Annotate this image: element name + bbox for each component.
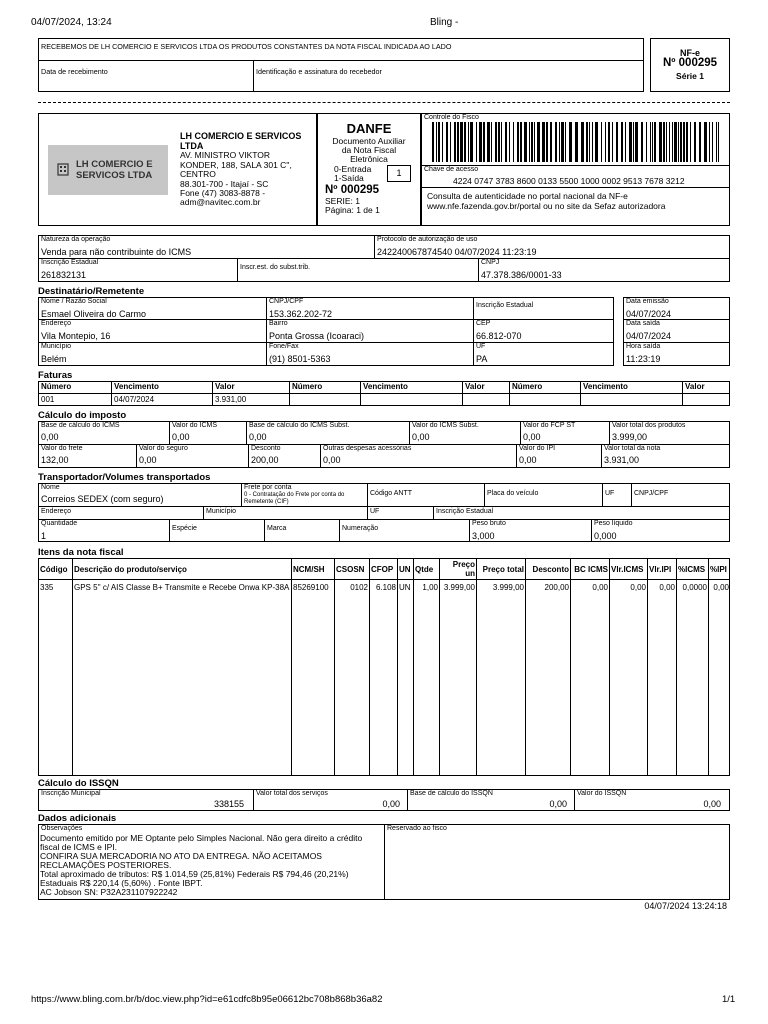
invoice-cell: 001 <box>41 395 55 404</box>
col-divider <box>676 558 677 776</box>
additional-title: Dados adicionais <box>38 813 117 824</box>
observations-label: Observações <box>41 825 83 832</box>
item-header: %IPI <box>710 564 727 574</box>
barcode-bar <box>686 122 688 162</box>
invoice-header: Vencimento <box>583 382 628 391</box>
invoice-cell: 04/07/2024 <box>114 395 155 404</box>
quantity-value: 1 <box>41 531 47 541</box>
barcode-bar <box>659 122 662 162</box>
recipient-uf: PA <box>476 354 488 364</box>
recipient-name-label: Nome / Razão Social <box>41 298 107 305</box>
barcode-bar <box>704 122 707 162</box>
barcode-bar <box>531 122 533 162</box>
item-header: CFOP <box>371 564 394 574</box>
carrier-uf-label: UF <box>605 490 615 497</box>
recipient-ie-label: Inscrição Estadual <box>476 302 534 309</box>
barcode-bar <box>524 122 527 162</box>
item-cell: 0,0000 <box>682 583 707 592</box>
barcode-bar <box>495 122 497 162</box>
barcode-bar <box>625 122 626 162</box>
barcode-bar <box>537 122 540 162</box>
col-divider <box>476 558 477 776</box>
tax-field-value: 0,00 <box>323 455 341 465</box>
operation-label: Natureza da operação <box>41 236 111 243</box>
col-divider <box>248 444 249 468</box>
barcode-bar <box>561 122 564 162</box>
item-cell: 0,00 <box>592 583 608 592</box>
tax-field-value: 132,00 <box>41 455 69 465</box>
barcode-bar <box>616 122 618 162</box>
barcode-bar <box>652 122 653 162</box>
recipient-cpf-label: CNPJ/CPF <box>269 298 304 305</box>
print-url: https://www.bling.com.br/b/doc.view.php?id=e61cdfc8b95e06612bc708b868b36a82 <box>31 994 383 1005</box>
item-cell: 0,00 <box>659 583 675 592</box>
barcode-bar <box>674 122 677 162</box>
col-divider <box>369 558 370 776</box>
freight-value: 0 - Contratação do Frete por conta do Remetente (CIF) <box>244 492 345 505</box>
barcode-bar <box>479 122 482 162</box>
barcode-bar <box>470 122 473 162</box>
danfe-page: Página: 1 de 1 <box>325 205 380 215</box>
barcode-bar <box>575 122 578 162</box>
issue-date: 04/07/2024 <box>626 309 672 319</box>
tax-field-label: Valor do IPI <box>519 445 556 452</box>
carrier-city-label: Município <box>206 508 236 515</box>
col-divider <box>136 444 137 468</box>
obs-line: Documento emitido por ME Optante pelo Simples Nacional. Não gera direito a crédito fiscal de ICMS e IPI. <box>40 833 363 852</box>
item-cell: 200,00 <box>544 583 569 592</box>
access-key-label: Chave de acesso <box>424 166 479 173</box>
barcode-bar <box>663 122 665 162</box>
item-cell: 3.999,00 <box>443 583 475 592</box>
receipt-series: Série 1 <box>676 71 704 81</box>
barcode-bar <box>690 122 691 162</box>
generated-timestamp: 04/07/2024 13:24:18 <box>644 901 727 911</box>
danfe-series: SERIE: 1 <box>325 196 360 206</box>
issuer-city: 88.301-700 - Itajaí - SC <box>180 179 269 189</box>
item-header: NCM/SH <box>293 564 325 574</box>
barcode-bar <box>517 122 519 162</box>
barcode-bar <box>641 122 643 162</box>
tax-field-label: Valor do ICMS <box>172 422 217 429</box>
issue-date-label: Data emissão <box>626 298 669 305</box>
item-cell: 6.108 <box>375 583 396 592</box>
obs-line: AC Jobson SN: P32A231107922242 <box>40 887 178 897</box>
tax-field-label: Desconto <box>251 445 281 452</box>
barcode-bar <box>633 122 634 162</box>
obs-line: Total aproximado de tributos: R$ 1.014,59 (25,81%) Federais R$ 794,46 (20,21%) Estaduais R$ 220,14 (5,60%) . Fonte IBPT. <box>40 869 349 888</box>
col-divider <box>647 558 648 776</box>
barcode-bar <box>534 122 535 162</box>
tax-field-value: 0,00 <box>41 432 59 442</box>
item-header: Desconto <box>532 564 569 574</box>
cut-line <box>38 102 730 103</box>
obs-line: CONFIRA SUA MERCADORIA NO ATO DA ENTREGA. NÃO ACEITAMOS RECLAMAÇÕES POSTERIORES. <box>40 851 322 870</box>
barcode-bar <box>699 122 701 162</box>
receipt-nfe: NF-e <box>680 48 700 58</box>
tax-field-value: 0,00 <box>172 432 190 442</box>
col-divider <box>609 558 610 776</box>
col-divider <box>320 444 321 468</box>
receipt-number: Nº 000295 <box>662 57 718 69</box>
barcode-bar <box>565 122 566 162</box>
issuer-ie-value: 261832131 <box>41 270 87 280</box>
invoice-header: Valor <box>465 382 485 391</box>
issuer-logo <box>48 145 168 195</box>
barcode-bar <box>678 122 679 162</box>
col-divider <box>360 381 361 406</box>
exit-time-label: Hora saída <box>626 343 661 350</box>
danfe-subtitle: Documento Auxiliar da Nota Fiscal Eletrônica <box>332 136 406 164</box>
invoice-header: Vencimento <box>114 382 159 391</box>
invoice-header: Número <box>41 382 72 391</box>
barcode-bar <box>716 122 717 162</box>
receipt-signature-label: Identificação e assinatura do recebedor <box>256 67 382 76</box>
exit-time: 11:23:19 <box>626 354 661 364</box>
barcode-bar <box>555 122 557 162</box>
barcode-bar <box>460 122 463 162</box>
barcode-bar <box>513 122 514 162</box>
issuer-cnpj-label: CNPJ <box>481 259 500 266</box>
recipient-cep-label: CEP <box>476 320 491 327</box>
item-cell: 0,00 <box>713 583 729 592</box>
item-header: UN <box>399 564 411 574</box>
invoice-header: Número <box>512 382 543 391</box>
col-divider <box>291 558 292 776</box>
item-header: Preço total <box>482 564 524 574</box>
barcode-bar <box>672 122 673 162</box>
barcode-bar <box>520 122 522 162</box>
recipient-city-label: Município <box>41 343 71 350</box>
col-divider <box>570 558 571 776</box>
net-weight: 0,000 <box>594 531 617 541</box>
col-divider <box>708 558 709 776</box>
danfe-saida: 1-Saída <box>334 173 364 183</box>
page-title: Bling - <box>430 17 459 28</box>
item-cell: 3.999,00 <box>492 583 524 592</box>
issuer-ie-label: Inscrição Estadual <box>41 259 99 266</box>
item-header: Código <box>40 564 68 574</box>
barcode-bar <box>621 122 623 162</box>
tax-field-label: Valor do seguro <box>139 445 188 452</box>
barcode-bar <box>683 122 685 162</box>
barcode-bar <box>483 122 485 162</box>
barcode-bar <box>442 122 443 162</box>
fisco-control-label: Controle do Fisco <box>424 114 479 121</box>
recipient-address-label: Endereço <box>41 320 71 327</box>
barcode-bar <box>650 122 651 162</box>
numbering-label: Numeração <box>342 525 379 532</box>
item-header: Vlr.IPI <box>649 564 672 574</box>
barcode-bar <box>586 122 588 162</box>
barcode-bar <box>608 122 610 162</box>
barcode-bar <box>550 122 552 162</box>
municipal-reg-label: Inscrição Municipal <box>41 790 101 797</box>
carrier-address-label: Endereço <box>41 508 71 515</box>
barcode-bar <box>468 122 469 162</box>
carrier-name: Correios SEDEX (com seguro) <box>41 494 164 504</box>
barcode-bar <box>498 122 500 162</box>
tax-field-value: 3.999,00 <box>612 432 648 442</box>
barcode-bar <box>666 122 667 162</box>
tax-field-label: Valor do frete <box>41 445 83 452</box>
gross-weight-label: Peso bruto <box>472 520 506 527</box>
carrier-name-label: Nome <box>41 484 60 491</box>
item-cell: 0102 <box>350 583 368 592</box>
issqn-base: 0,00 <box>549 799 567 809</box>
barcode-bar <box>491 122 492 162</box>
print-datetime: 04/07/2024, 13:24 <box>31 17 112 28</box>
issqn-base-label: Base de cálculo do ISSQN <box>410 790 493 797</box>
invoice-cell: 3.931,00 <box>215 395 247 404</box>
issuer-phone: Fone (47) 3083-8878 - <box>180 188 266 198</box>
barcode-bar <box>432 122 434 162</box>
barcode-bar <box>629 122 632 162</box>
protocol-label: Protocolo de autorização de uso <box>377 236 478 243</box>
danfe-title: DANFE <box>346 121 392 136</box>
col-divider <box>246 421 247 444</box>
carrier-uf2-label: UF <box>370 508 380 515</box>
item-header: Preço un <box>452 560 475 578</box>
invoice-header: Número <box>292 382 323 391</box>
col-divider <box>111 381 112 406</box>
barcode-bar <box>505 122 507 162</box>
barcode-bar <box>605 122 606 162</box>
recipient-cep: 66.812-070 <box>476 331 522 341</box>
col-divider <box>609 421 610 444</box>
danfe-number: Nº 000295 <box>325 184 380 196</box>
barcode-bar <box>436 122 437 162</box>
tax-field-value: 0,00 <box>523 432 541 442</box>
item-cell: GPS 5'' c/ AIS Classe B+ Transmite e Recebe Onwa KP-38A <box>74 583 290 592</box>
barcode-bar <box>509 122 510 162</box>
col-divider <box>682 381 683 406</box>
recipient-district: Ponta Grossa (Icoaraci) <box>269 331 365 341</box>
receipt-text: RECEBEMOS DE LH COMERCIO E SERVICOS LTDA OS PRODUTOS CONSTANTES DA NOTA FISCAL INDICADA AO LADO <box>41 42 452 51</box>
barcode-bar <box>646 122 647 162</box>
barcode-bar <box>457 122 459 162</box>
danfe-entrada: 0-Entrada <box>334 164 372 174</box>
col-divider <box>169 421 170 444</box>
col-divider <box>289 381 290 406</box>
recipient-address: Vila Montepio, 16 <box>41 331 111 341</box>
barcode-bar <box>542 122 545 162</box>
col-divider <box>397 558 398 776</box>
item-cell: 335 <box>40 583 54 592</box>
recipient-district-label: Bairro <box>269 320 288 327</box>
barcode-bar <box>446 122 448 162</box>
tax-field-value: 0,00 <box>139 455 157 465</box>
barcode-bar <box>718 122 719 162</box>
col-divider <box>334 558 335 776</box>
recipient-uf-label: UF <box>476 343 486 350</box>
tax-field-label: Valor total da nota <box>604 445 661 452</box>
col-divider <box>509 381 510 406</box>
item-cell: 0,00 <box>630 583 646 592</box>
col-divider <box>462 381 463 406</box>
barcode-bar <box>529 122 530 162</box>
tax-field-label: Valor do FCP ST <box>523 422 576 429</box>
issuer-iest-label: Inscr.est. do subst.trib. <box>240 264 311 271</box>
barcode-bar <box>592 122 593 162</box>
issqn-value-label: Valor do ISSQN <box>577 790 627 797</box>
item-cell: 1,00 <box>422 583 438 592</box>
species-label: Espécie <box>172 525 197 532</box>
tax-field-label: Valor total dos produtos <box>612 422 686 429</box>
col-divider <box>72 558 73 776</box>
access-key: 4224 0747 3783 8600 0133 5500 1000 0002 9513 7678 3212 <box>453 176 685 186</box>
exit-date-label: Data saída <box>626 320 660 327</box>
barcode-bar <box>454 122 456 162</box>
tax-field-label: Outras despesas acessórias <box>323 445 412 452</box>
barcode-bar <box>581 122 584 162</box>
exit-date: 04/07/2024 <box>626 331 672 341</box>
fisco-reserved-label: Reservado ao fisco <box>387 825 447 832</box>
issqn-value: 0,00 <box>703 799 721 809</box>
antt-label: Código ANTT <box>370 490 413 497</box>
barcode-bar <box>476 122 477 162</box>
tax-title: Cálculo do imposto <box>38 410 127 421</box>
issuer-logo-text: LH COMERCIO E SERVICOS LTDA <box>76 159 153 181</box>
col-divider <box>601 444 602 468</box>
carrier-cnpj-label: CNPJ/CPF <box>634 490 669 497</box>
item-header: CSOSN <box>336 564 365 574</box>
barcode-bar <box>654 122 656 162</box>
barcode-bar <box>669 122 670 162</box>
col-divider <box>580 381 581 406</box>
net-weight-label: Peso líquido <box>594 520 633 527</box>
col-divider <box>212 381 213 406</box>
col-divider <box>516 444 517 468</box>
barcode-bar <box>601 122 602 162</box>
tax-field-value: 0,00 <box>249 432 267 442</box>
barcode-bar <box>450 122 451 162</box>
barcode-bar <box>589 122 590 162</box>
issuer-name: LH COMERCIO E SERVICOS LTDA <box>180 131 302 151</box>
barcode-bar <box>487 122 490 162</box>
building-icon <box>56 162 70 176</box>
services-total: 0,00 <box>382 799 400 809</box>
barcode-bar <box>501 122 502 162</box>
col-divider <box>525 558 526 776</box>
barcode-bar <box>612 122 613 162</box>
tax-field-label: Valor do ICMS Subst. <box>412 422 479 429</box>
item-header: Descrição do produto/serviço <box>74 564 187 574</box>
barcode-bar <box>559 122 560 162</box>
item-cell: UN <box>399 583 411 592</box>
barcode-bar <box>694 122 696 162</box>
barcode <box>432 122 722 162</box>
tax-field-value: 0,00 <box>519 455 537 465</box>
quantity-label: Quantidade <box>41 520 78 527</box>
items-title: Itens da nota fiscal <box>38 547 124 558</box>
recipient-phone-label: Fone/Fax <box>269 343 299 350</box>
recipient-title: Destinatário/Remetente <box>38 286 145 297</box>
tax-field-value: 200,00 <box>251 455 279 465</box>
tax-field-value: 3.931,00 <box>604 455 640 465</box>
protocol-value: 242240067874540 04/07/2024 11:23:19 <box>377 247 537 257</box>
barcode-bar <box>709 122 710 162</box>
item-header: %ICMS <box>678 564 706 574</box>
recipient-city: Belém <box>41 354 67 364</box>
barcode-bar <box>438 122 440 162</box>
barcode-bar <box>680 122 682 162</box>
danfe-type: 1 <box>387 165 411 182</box>
gross-weight: 3,000 <box>472 531 495 541</box>
invoices-title: Faturas <box>38 370 73 381</box>
barcode-bar <box>546 122 548 162</box>
recipient-name: Esmael Oliveira do Carmo <box>41 309 147 319</box>
tax-field-label: Base de cálculo do ICMS Subst. <box>249 422 350 429</box>
invoice-header: Valor <box>215 382 235 391</box>
consulta-text: Consulta de autenticidade no portal nacional da NF-e www.nfe.fazenda.gov.br/portal ou no site da Sefaz autorizadora <box>427 191 666 211</box>
plate-label: Placa do veículo <box>487 490 539 497</box>
recipient-cpf: 153.362.202-72 <box>269 309 333 319</box>
transport-title: Transportador/Volumes transportados <box>38 472 211 483</box>
barcode-bar <box>595 122 598 162</box>
barcode-bar <box>635 122 638 162</box>
issuer-email: adm@navitec.com.br <box>180 197 261 207</box>
observations <box>40 834 382 897</box>
tax-field-value: 0,00 <box>412 432 430 442</box>
col-divider <box>520 421 521 444</box>
invoice-header: Valor <box>685 382 705 391</box>
receipt-date-label: Data de recebimento <box>41 67 108 76</box>
issuer-address: AV. MINISTRO VIKTOR KONDER, 188, SALA 301 C'', CENTRO <box>180 150 292 179</box>
item-cell: 85269100 <box>293 583 329 592</box>
item-header: Vlr.ICMS <box>611 564 644 574</box>
item-header: BC ICMS <box>574 564 608 574</box>
col-divider <box>413 558 414 776</box>
barcode-bar <box>712 122 713 162</box>
services-total-label: Valor total dos serviços <box>256 790 328 797</box>
brand-label: Marca <box>267 525 287 532</box>
issuer-cnpj-value: 47.378.386/0001-33 <box>481 270 562 280</box>
issqn-title: Cálculo do ISSQN <box>38 778 119 789</box>
carrier-ie-label: Inscrição Estadual <box>436 508 494 515</box>
operation-value: Venda para não contribuinte do ICMS <box>41 247 192 257</box>
freight-label: Frete por conta <box>244 484 292 491</box>
barcode-bar <box>464 122 466 162</box>
barcode-bar <box>569 122 572 162</box>
recipient-phone: (91) 8501-5363 <box>269 354 331 364</box>
municipal-reg: 338155 <box>213 799 244 809</box>
invoice-header: Vencimento <box>363 382 408 391</box>
item-header: Qtde <box>415 564 434 574</box>
col-divider <box>439 558 440 776</box>
tax-field-label: Base de cálculo do ICMS <box>41 422 120 429</box>
col-divider <box>409 421 410 444</box>
print-page-number: 1/1 <box>722 994 736 1005</box>
